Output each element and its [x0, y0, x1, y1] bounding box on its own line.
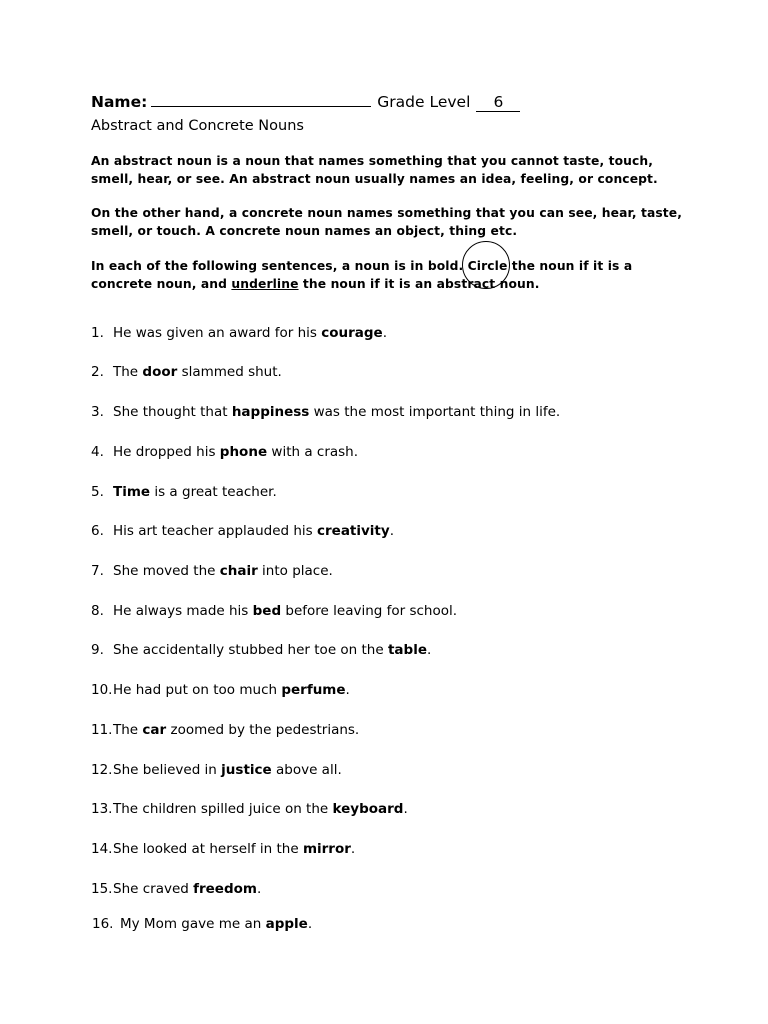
item-text-after: .: [350, 841, 356, 857]
list-item: [91, 364, 282, 380]
list-item: [91, 682, 350, 698]
item-text-before: His art teacher applauded his: [113, 523, 317, 539]
item-text-after: .: [382, 325, 387, 341]
item-number: 5.: [91, 484, 104, 500]
grade-label: Grade Level: [377, 93, 471, 111]
item-text-before: He was given an award for his: [113, 325, 322, 341]
item-number: 11.: [91, 722, 113, 738]
concrete-definition: On the other hand, a concrete noun names something that you can see, hear, taste, smell, or touch. A concrete noun names an object, thing etc.: [91, 206, 682, 238]
item-text-before: She moved the: [113, 563, 220, 579]
instructions: [91, 257, 691, 293]
worksheet-title: Abstract and Concrete Nouns: [91, 118, 304, 134]
item-text-before: He dropped his: [113, 444, 220, 460]
item-number: 13.: [91, 801, 113, 817]
item-text-after: zoomed by the pedestrians.: [166, 722, 360, 738]
item-noun: Time: [113, 484, 151, 500]
header-line: [91, 92, 520, 112]
list-item: [91, 563, 333, 579]
item-text-after: .: [403, 801, 408, 817]
abstract-definition: An abstract noun is a noun that names something that you cannot taste, touch, smell, hear, or see. An abstract noun usually names an idea, feeling, or concept.: [91, 154, 658, 186]
item-noun: apple: [265, 916, 308, 932]
item-text-after: .: [389, 523, 394, 539]
item-number: 3.: [91, 404, 104, 420]
item-number: 6.: [91, 523, 104, 539]
list-item: [92, 916, 312, 932]
list-item: [91, 722, 359, 738]
item-text-before: The: [113, 364, 143, 380]
item-noun: courage: [321, 325, 383, 341]
item-text-after: is a great teacher.: [150, 484, 277, 500]
item-number: 10.: [91, 682, 113, 698]
item-number: 7.: [91, 563, 104, 579]
item-noun: justice: [221, 762, 272, 778]
list-item: [91, 523, 394, 539]
item-number: 16.: [92, 916, 114, 932]
item-text-before: She believed in: [113, 762, 222, 778]
item-text-after: .: [256, 881, 262, 897]
item-noun: car: [142, 722, 167, 738]
instructions-part1: In each of the following sentences, a noun is in bold. Circle the noun if it is a concrete noun, and: [91, 259, 633, 291]
list-item: [91, 642, 431, 658]
item-text-before: He always made his: [113, 603, 253, 619]
item-text-after: into place.: [257, 563, 333, 579]
item-noun: phone: [219, 444, 268, 460]
grade-value: 6: [476, 93, 520, 112]
item-number: 15.: [91, 881, 113, 897]
list-item: [91, 762, 342, 778]
item-text-after: .: [307, 916, 313, 932]
item-number: 2.: [91, 364, 104, 380]
item-text-before: She accidentally stubbed her toe on the: [113, 642, 388, 658]
item-text-after: slammed shut.: [177, 364, 282, 380]
item-text-before: My Mom gave me an: [120, 916, 266, 932]
item-number: 12.: [91, 762, 113, 778]
item-number: 4.: [91, 444, 104, 460]
item-number: 1.: [91, 325, 104, 341]
item-number: 14.: [91, 841, 113, 857]
item-text-after: with a crash.: [267, 444, 359, 460]
list-item: [91, 484, 277, 500]
item-noun: creativity: [317, 523, 390, 539]
item-noun: bed: [252, 603, 282, 619]
item-noun: happiness: [231, 404, 310, 420]
item-noun: keyboard: [332, 801, 404, 817]
item-text-after: before leaving for school.: [281, 603, 458, 619]
name-label: Name:: [91, 93, 148, 111]
item-text-after: was the most important thing in life.: [309, 404, 561, 420]
list-item: [91, 801, 408, 817]
list-item: [91, 881, 261, 897]
item-noun: mirror: [302, 841, 351, 857]
item-text-before: He had put on too much: [113, 682, 282, 698]
list-item: [91, 325, 387, 341]
instructions-part2: the noun if it is an abstract noun.: [298, 277, 540, 291]
item-noun: door: [142, 364, 178, 380]
circle-mark: [462, 241, 510, 289]
item-noun: table: [387, 642, 427, 658]
item-text-after: .: [426, 642, 432, 658]
item-noun: perfume: [281, 682, 346, 698]
item-noun: chair: [219, 563, 258, 579]
list-item: [91, 841, 355, 857]
item-number: 8.: [91, 603, 104, 619]
item-text-before: The children spilled juice on the: [113, 801, 333, 817]
item-text-before: She craved: [113, 881, 194, 897]
item-text-after: above all.: [271, 762, 342, 778]
list-item: [91, 444, 358, 460]
list-item: [91, 404, 560, 420]
item-noun: freedom: [193, 881, 257, 897]
name-blank: [151, 92, 371, 107]
list-item: [91, 603, 457, 619]
item-text-before: She looked at herself in the: [113, 841, 303, 857]
item-text-before: She thought that: [113, 404, 232, 420]
instructions-underline-word: underline: [231, 277, 299, 291]
item-number: 9.: [91, 642, 104, 658]
item-text-before: The: [113, 722, 143, 738]
item-text-after: .: [345, 682, 350, 698]
